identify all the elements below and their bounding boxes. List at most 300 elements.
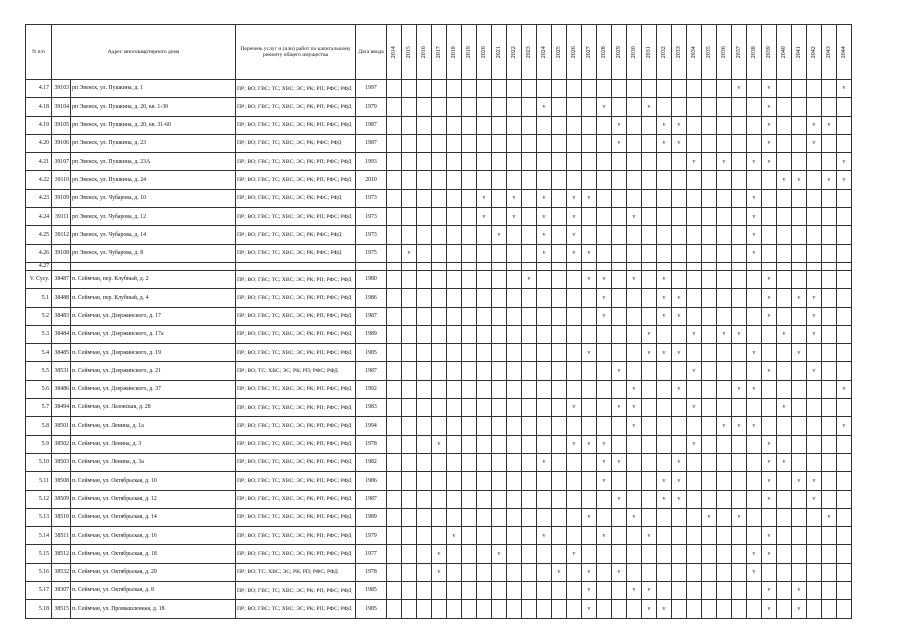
year-cell-2014 (387, 189, 402, 207)
year-cell-2033 (672, 171, 687, 189)
year-cell-2041 (792, 116, 807, 134)
year-cell-2021 (492, 98, 507, 116)
year-cell-2024 (537, 417, 552, 435)
year-cell-2019 (462, 307, 477, 325)
commission-year: 1973 (356, 208, 387, 226)
scheduled-mark: v (627, 380, 642, 398)
year-cell-2043 (822, 344, 837, 362)
year-cell-2041 (792, 362, 807, 380)
year-cell-2019 (462, 545, 477, 563)
year-cell-2044 (837, 307, 852, 325)
year-cell-2035 (702, 171, 717, 189)
row-number: 5.9 (26, 435, 52, 453)
scheduled-mark: v (717, 153, 732, 171)
year-cell-2015 (402, 453, 417, 471)
year-cell-2043 (822, 490, 837, 508)
year-cell-2025 (552, 453, 567, 471)
scheduled-mark: v (807, 362, 822, 380)
header-year-label: 2030 (630, 46, 637, 58)
repair-works-list: ПР; ВО; ГВС; ТС; ХВС; ЭС; РК; РП; РФС; РФД (236, 490, 356, 508)
scheduled-mark: v (762, 453, 777, 471)
header-year-2014 (387, 25, 402, 80)
scheduled-mark: v (672, 380, 687, 398)
year-cell-2017 (432, 490, 447, 508)
year-cell-2022 (507, 244, 522, 262)
year-cell-2041 (792, 189, 807, 207)
header-year-label: 2020 (480, 46, 487, 58)
scheduled-mark: v (657, 490, 672, 508)
row-number: 4.18 (26, 98, 52, 116)
year-cell-2037 (732, 289, 747, 307)
year-cell-2043 (822, 600, 837, 618)
year-cell-2031 (642, 545, 657, 563)
year-cell-2034 (687, 508, 702, 526)
table-row (26, 262, 852, 270)
year-cell-2038 (747, 582, 762, 600)
year-cell-2029 (612, 527, 627, 545)
commission-year: 1975 (356, 244, 387, 262)
year-cell-2021 (492, 244, 507, 262)
year-cell-2025 (552, 325, 567, 343)
house-address: рп Эвенск, ул. Чубарова, д. 8 (71, 244, 236, 262)
year-cell-2034 (687, 208, 702, 226)
commission-year: 1977 (356, 545, 387, 563)
year-cell-2021 (492, 307, 507, 325)
year-cell-2020 (477, 289, 492, 307)
year-cell-2037 (732, 527, 747, 545)
year-cell-2015 (402, 153, 417, 171)
year-cell-2026 (567, 270, 582, 288)
year-cell-2021 (492, 262, 507, 270)
year-cell-2022 (507, 600, 522, 618)
commission-year: 1994 (356, 417, 387, 435)
year-cell-2040 (777, 362, 792, 380)
row-number: 4.17 (26, 80, 52, 98)
year-cell-2035 (702, 527, 717, 545)
house-code: 39104 (52, 98, 71, 116)
year-cell-2043 (822, 134, 837, 152)
year-cell-2024 (537, 435, 552, 453)
header-year-label: 2038 (750, 46, 757, 58)
year-cell-2030 (627, 527, 642, 545)
year-cell-2024 (537, 472, 552, 490)
scheduled-mark: v (567, 545, 582, 563)
year-cell-2039 (762, 508, 777, 526)
year-cell-2014 (387, 490, 402, 508)
year-cell-2023 (522, 289, 537, 307)
year-cell-2038 (747, 270, 762, 288)
year-cell-2027 (582, 226, 597, 244)
year-cell-2021 (492, 362, 507, 380)
scheduled-mark: v (672, 344, 687, 362)
year-cell-2040 (777, 582, 792, 600)
commission-year: 1987 (356, 307, 387, 325)
scheduled-mark: v (762, 472, 777, 490)
year-cell-2036 (717, 472, 732, 490)
year-cell-2041 (792, 453, 807, 471)
house-address: п. Сеймчан, ул. Лазовская, д. 28 (71, 399, 236, 417)
header-year-label: 2033 (675, 46, 682, 58)
year-cell-2024 (537, 134, 552, 152)
scheduled-mark: v (612, 116, 627, 134)
year-cell-2035 (702, 208, 717, 226)
scheduled-mark: v (612, 563, 627, 581)
year-cell-2015 (402, 490, 417, 508)
scheduled-mark: v (582, 600, 597, 618)
scheduled-mark: v (657, 116, 672, 134)
scheduled-mark: v (657, 307, 672, 325)
house-address: рп Эвенск, ул. Пушкина, д. 23 (71, 134, 236, 152)
year-cell-2036 (717, 289, 732, 307)
year-cell-2015 (402, 472, 417, 490)
year-cell-2038 (747, 527, 762, 545)
year-cell-2014 (387, 80, 402, 98)
year-cell-2037 (732, 134, 747, 152)
year-cell-2026 (567, 98, 582, 116)
year-cell-2018 (447, 171, 462, 189)
year-cell-2030 (627, 563, 642, 581)
year-cell-2025 (552, 226, 567, 244)
year-cell-2029 (612, 380, 627, 398)
header-year-label: 2039 (765, 46, 772, 58)
year-cell-2032 (657, 262, 672, 270)
year-cell-2031 (642, 380, 657, 398)
year-cell-2025 (552, 270, 567, 288)
year-cell-2020 (477, 545, 492, 563)
scheduled-mark: v (777, 325, 792, 343)
year-cell-2031 (642, 116, 657, 134)
year-cell-2026 (567, 80, 582, 98)
table-row (26, 527, 852, 545)
year-cell-2028 (597, 362, 612, 380)
scheduled-mark: v (672, 289, 687, 307)
year-cell-2036 (717, 545, 732, 563)
year-cell-2028 (597, 134, 612, 152)
scheduled-mark: v (687, 362, 702, 380)
header-year-label: 2027 (585, 46, 592, 58)
scheduled-mark: v (747, 563, 762, 581)
year-cell-2020 (477, 399, 492, 417)
house-address: п. Сеймчан, ул. Дзержинского, д. 17а (71, 325, 236, 343)
year-cell-2023 (522, 362, 537, 380)
commission-year: 1993 (356, 153, 387, 171)
table-row (26, 399, 852, 417)
scheduled-mark: v (702, 508, 717, 526)
year-cell-2041 (792, 244, 807, 262)
year-cell-2027 (582, 545, 597, 563)
year-cell-2022 (507, 508, 522, 526)
year-cell-2016 (417, 134, 432, 152)
year-cell-2044 (837, 435, 852, 453)
house-address: п. Сеймчан, ул. Дзержинского, д. 19 (71, 344, 236, 362)
scheduled-mark: v (597, 270, 612, 288)
scheduled-mark: v (747, 244, 762, 262)
year-cell-2018 (447, 563, 462, 581)
year-cell-2036 (717, 270, 732, 288)
year-cell-2021 (492, 527, 507, 545)
repair-works-list: ПР; ВО; ГВС; ТС; ХВС; ЭС; РК; РП; РФС; РФД (236, 116, 356, 134)
scheduled-mark: v (732, 325, 747, 343)
year-cell-2025 (552, 116, 567, 134)
year-cell-2016 (417, 545, 432, 563)
year-cell-2043 (822, 153, 837, 171)
year-cell-2026 (567, 563, 582, 581)
commission-year: 1985 (356, 600, 387, 618)
year-cell-2028 (597, 226, 612, 244)
year-cell-2023 (522, 563, 537, 581)
year-cell-2015 (402, 226, 417, 244)
year-cell-2037 (732, 171, 747, 189)
year-cell-2025 (552, 262, 567, 270)
header-year-2021 (492, 25, 507, 80)
year-cell-2042 (807, 563, 822, 581)
row-number: 5.5 (26, 362, 52, 380)
header-year-label: 2036 (720, 46, 727, 58)
header-address: Адрес многоквартирного дома (52, 25, 236, 80)
year-cell-2018 (447, 435, 462, 453)
year-cell-2014 (387, 153, 402, 171)
row-number: 5.14 (26, 527, 52, 545)
year-cell-2044 (837, 399, 852, 417)
year-cell-2025 (552, 490, 567, 508)
year-cell-2014 (387, 226, 402, 244)
header-year-2027 (582, 25, 597, 80)
year-cell-2023 (522, 582, 537, 600)
row-number: 4.20 (26, 134, 52, 152)
year-cell-2015 (402, 134, 417, 152)
row-number: 5.4 (26, 344, 52, 362)
year-cell-2035 (702, 563, 717, 581)
year-cell-2037 (732, 600, 747, 618)
year-cell-2041 (792, 399, 807, 417)
scheduled-mark: v (537, 226, 552, 244)
scheduled-mark: v (612, 453, 627, 471)
repair-works-list: ПР; ВО; ГВС; ТС; ХВС; ЭС; РК; РП; РФС; РФД (236, 98, 356, 116)
year-cell-2028 (597, 171, 612, 189)
house-code: 38502 (52, 435, 71, 453)
year-cell-2037 (732, 244, 747, 262)
house-code: 39103 (52, 80, 71, 98)
year-cell-2042 (807, 189, 822, 207)
scheduled-mark: v (717, 325, 732, 343)
header-year-label: 2021 (495, 46, 502, 58)
year-cell-2020 (477, 153, 492, 171)
house-code: 39107 (52, 153, 71, 171)
year-cell-2042 (807, 270, 822, 288)
year-cell-2032 (657, 325, 672, 343)
year-cell-2041 (792, 380, 807, 398)
scheduled-mark: v (747, 380, 762, 398)
header-year-label: 2026 (570, 46, 577, 58)
header-year-label: 2017 (435, 46, 442, 58)
year-cell-2041 (792, 134, 807, 152)
repair-works-list: ПР; ВО; ГВС; ТС; ХВС; ЭС; РК; РП; РФС; РФД (236, 545, 356, 563)
year-cell-2017 (432, 362, 447, 380)
year-cell-2043 (822, 80, 837, 98)
row-number: 5.16 (26, 563, 52, 581)
year-cell-2020 (477, 435, 492, 453)
header-year-2044 (837, 25, 852, 80)
header-year-2033 (672, 25, 687, 80)
year-cell-2031 (642, 362, 657, 380)
scheduled-mark: v (582, 270, 597, 288)
year-cell-2039 (762, 208, 777, 226)
year-cell-2022 (507, 134, 522, 152)
scheduled-mark: v (687, 399, 702, 417)
year-cell-2038 (747, 325, 762, 343)
year-cell-2019 (462, 226, 477, 244)
house-code: 38510 (52, 508, 71, 526)
year-cell-2042 (807, 582, 822, 600)
year-cell-2044 (837, 508, 852, 526)
commission-year: 1985 (356, 582, 387, 600)
year-cell-2041 (792, 527, 807, 545)
year-cell-2021 (492, 344, 507, 362)
row-number: 5.11 (26, 472, 52, 490)
commission-year: 1987 (356, 134, 387, 152)
year-cell-2026 (567, 453, 582, 471)
year-cell-2041 (792, 226, 807, 244)
row-number: 4.25 (26, 226, 52, 244)
year-cell-2034 (687, 171, 702, 189)
scheduled-mark: v (582, 563, 597, 581)
year-cell-2023 (522, 527, 537, 545)
year-cell-2032 (657, 380, 672, 398)
table-row (26, 244, 852, 262)
year-cell-2035 (702, 380, 717, 398)
year-cell-2016 (417, 98, 432, 116)
scheduled-mark: v (792, 171, 807, 189)
year-cell-2029 (612, 270, 627, 288)
year-cell-2032 (657, 435, 672, 453)
house-address: п. Сеймчан, ул. Октябрьская, д. 12 (71, 490, 236, 508)
year-cell-2032 (657, 244, 672, 262)
year-cell-2023 (522, 435, 537, 453)
scheduled-mark: v (567, 435, 582, 453)
scheduled-mark: v (642, 600, 657, 618)
year-cell-2028 (597, 380, 612, 398)
year-cell-2037 (732, 189, 747, 207)
year-cell-2015 (402, 435, 417, 453)
year-cell-2022 (507, 171, 522, 189)
year-cell-2027 (582, 80, 597, 98)
year-cell-2018 (447, 98, 462, 116)
table-row (26, 472, 852, 490)
year-cell-2025 (552, 527, 567, 545)
commission-year: 1973 (356, 226, 387, 244)
scheduled-mark: v (612, 490, 627, 508)
year-cell-2015 (402, 208, 417, 226)
year-cell-2043 (822, 472, 837, 490)
year-cell-2044 (837, 208, 852, 226)
scheduled-mark: v (807, 307, 822, 325)
scheduled-mark: v (627, 208, 642, 226)
year-cell-2040 (777, 289, 792, 307)
year-cell-2014 (387, 171, 402, 189)
house-code: 38515 (52, 600, 71, 618)
year-cell-2039 (762, 244, 777, 262)
year-cell-2016 (417, 362, 432, 380)
scheduled-mark: v (537, 453, 552, 471)
year-cell-2014 (387, 307, 402, 325)
year-cell-2038 (747, 80, 762, 98)
year-cell-2018 (447, 80, 462, 98)
year-cell-2036 (717, 508, 732, 526)
house-address: п. Сеймчан, ул. Ленина, д. 3 (71, 435, 236, 453)
year-cell-2036 (717, 527, 732, 545)
row-number: 5.8 (26, 417, 52, 435)
year-cell-2030 (627, 262, 642, 270)
repair-works-list: ПР; ВО; ТС; ХВС; ЭС; РК; РП; РФС; РФД (236, 362, 356, 380)
year-cell-2019 (462, 527, 477, 545)
year-cell-2022 (507, 344, 522, 362)
year-cell-2028 (597, 208, 612, 226)
scheduled-mark: v (762, 600, 777, 618)
commission-year: 1989 (356, 325, 387, 343)
year-cell-2020 (477, 98, 492, 116)
year-cell-2020 (477, 472, 492, 490)
year-cell-2017 (432, 244, 447, 262)
house-code: 38488 (52, 289, 71, 307)
year-cell-2016 (417, 226, 432, 244)
house-address: рп Эвенск, ул. Пушкина, д. 1 (71, 80, 236, 98)
table-row (26, 362, 852, 380)
year-cell-2022 (507, 226, 522, 244)
year-cell-2042 (807, 508, 822, 526)
year-cell-2014 (387, 563, 402, 581)
year-cell-2015 (402, 362, 417, 380)
year-cell-2029 (612, 208, 627, 226)
year-cell-2018 (447, 508, 462, 526)
year-cell-2021 (492, 508, 507, 526)
year-cell-2016 (417, 307, 432, 325)
repair-works-list: ПР; ВО; ГВС; ТС; ХВС; ЭС; РК; РФС; РФД (236, 134, 356, 152)
year-cell-2041 (792, 98, 807, 116)
year-cell-2034 (687, 116, 702, 134)
year-cell-2044 (837, 527, 852, 545)
repair-works-list: ПР; ВО; ГВС; ТС; ХВС; ЭС; РК; РП; РФС; РФД (236, 289, 356, 307)
year-cell-2027 (582, 417, 597, 435)
year-cell-2028 (597, 490, 612, 508)
year-cell-2042 (807, 435, 822, 453)
year-cell-2034 (687, 563, 702, 581)
commission-year: 1983 (356, 399, 387, 417)
header-year-label: 2032 (660, 46, 667, 58)
repair-works-list: ПР; ВО; ГВС; ТС; ХВС; ЭС; РК; РП; РФС; РФД (236, 582, 356, 600)
year-cell-2023 (522, 189, 537, 207)
year-cell-2014 (387, 344, 402, 362)
table-row (26, 435, 852, 453)
year-cell-2033 (672, 545, 687, 563)
year-cell-2017 (432, 262, 447, 270)
year-cell-2030 (627, 545, 642, 563)
year-cell-2042 (807, 171, 822, 189)
repair-works-list: ПР; ВО; ГВС; ТС; ХВС; ЭС; РК; РП; РФС; РФД (236, 325, 356, 343)
year-cell-2016 (417, 435, 432, 453)
scheduled-mark: v (792, 582, 807, 600)
year-cell-2030 (627, 116, 642, 134)
year-cell-2044 (837, 490, 852, 508)
year-cell-2029 (612, 417, 627, 435)
year-cell-2034 (687, 98, 702, 116)
scheduled-mark: v (567, 244, 582, 262)
year-cell-2019 (462, 435, 477, 453)
year-cell-2018 (447, 545, 462, 563)
year-cell-2037 (732, 307, 747, 325)
year-cell-2024 (537, 508, 552, 526)
house-code: 38494 (52, 399, 71, 417)
scheduled-mark: v (792, 289, 807, 307)
